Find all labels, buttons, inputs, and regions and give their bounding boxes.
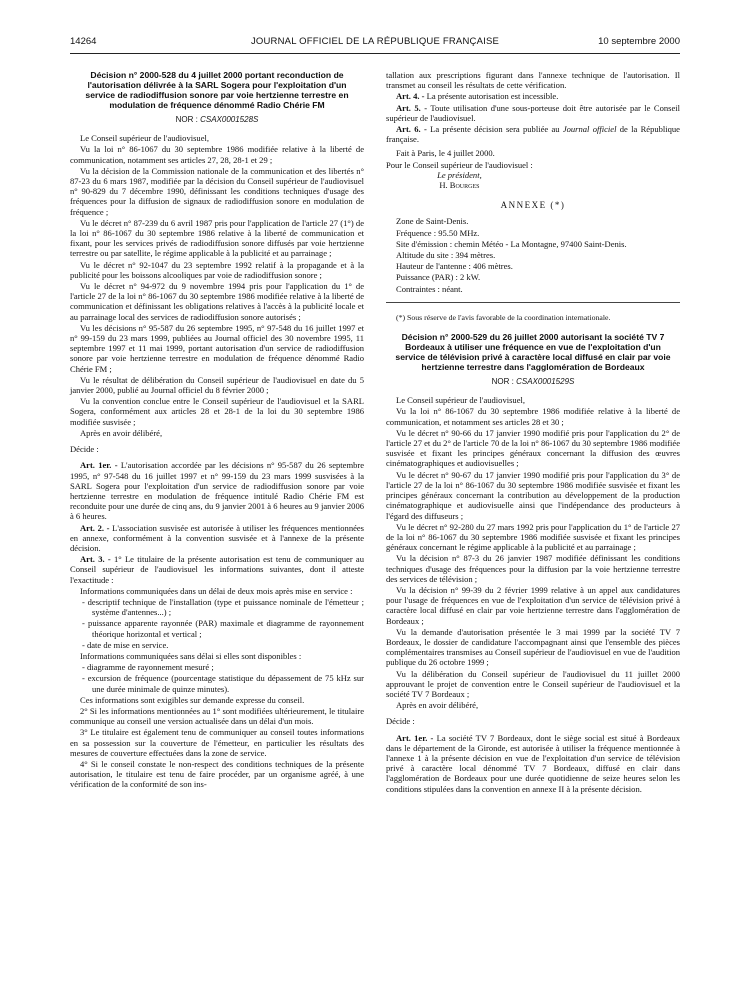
recital-paragraph: Vu la convention conclue entre le Conseil supérieur de l'audiovisuel et la SARL Sogera, conformément aux articles 28 et 28-1 de la loi du 30 septembre 1986 modifiée susvisée ; — [70, 396, 364, 427]
decision1-continuation: tallation aux prescriptions figurant dans l'annexe technique de l'autorisation. Il transmet au conseil les résultats de cette vérification. — [386, 70, 680, 91]
recital-paragraph: Vu le décret n° 92-280 du 27 mars 1992 pris pour l'application du 1° de l'article 27 de la loi n° 86-1067 du 30 septembre 1986 modifiée susvisée et fixant les principes généraux concernant le régime applicable à la publicité et au parrainage ; — [386, 521, 680, 553]
recital-paragraph: Vu la décision n° 99-39 du 2 février 1999 relative à un appel aux candidatures pour l'usage de fréquences en vue de l'exploitation d'un service de télévision privé à caractère local diffusé en clair par voie hertzienne terrestre dans l'agglomération de Bordeaux ; — [386, 584, 680, 626]
annexe-line: Hauteur de l'antenne : 406 mètres. — [396, 261, 513, 272]
decision1-title: Décision n° 2000-528 du 4 juillet 2000 portant reconduction de l'autorisation délivrée à la SARL Sogera pour l'exploitation d'un service de radiodiffusion sonore par voie hertzienne terrestre en modulation de fréquence dénommé Radio Chérie FM — [85, 70, 349, 110]
annexe-title: ANNEXE (*) — [500, 200, 566, 211]
recital-paragraph: Après en avoir délibéré, — [396, 700, 479, 711]
recital-paragraph: Vu la décision de la Commission nationale de la communication et des libertés n° 87-23 du 6 mars 1987, modifiée par la décision du Conseil supérieur de l'audiovisuel n° 90-829 du 7 décembre 1990, définissant les conditions techniques d'usage des fréquences pour la diffusion de signaux de radiodiffusion sonore en modulation de fréquence ; — [70, 165, 364, 217]
sign-role: Le président, — [437, 169, 482, 180]
recital-paragraph: Vu le décret n° 94-972 du 9 novembre 1994 pris pour l'application du 1° de l'article 27 de la loi n° 86-1067 du 30 septembre 1986 modifiée relative à la liberté de communication et définissant les obligations relatives à l'accès à la publicité locale et au parrainage local des services de radiodiffusion sonore autorisés ; — [70, 281, 364, 322]
art-label: Art. 5. - — [396, 102, 428, 113]
art-label: Art. 2. - — [80, 522, 110, 533]
decision1-nor — [70, 115, 364, 125]
body-paragraph: Ces informations sont exigibles sur demande expresse du conseil. — [80, 694, 305, 705]
decision1-art2 — [70, 523, 364, 554]
signature-block — [386, 160, 680, 191]
right-column — [386, 70, 680, 795]
art-text: La société TV 7 Bordeaux, dont le siège social est situé à Bordeaux dans le département de la Gironde, est autorisée à utiliser la fréquence mentionnée à l'annexe 1 à la présente décision en vue de l'exploitation d'un service de télévision privé à caractère local dénommé TV 7 Bordeaux, diffusé en clair dans l'agglomération de Bordeaux pour une durée quotidienne de seize heures selon les conditions stipulées dans la convention en annexe II à la présente décision. — [386, 732, 681, 794]
list-item: - descriptif technique de l'installation (type et puissance nominale de l'émetteur ; système d'antennes...) ; — [82, 596, 364, 618]
nor-code: CSAX0001528S — [200, 115, 259, 124]
decision2-nor — [386, 377, 680, 387]
list-item: - date de mise en service. — [82, 639, 169, 650]
recital-paragraph: Vu la délibération du Conseil supérieur de l'audiovisuel du 11 juillet 2000 approuvant le projet de convention entre le Conseil supérieur de l'audiovisuel et la société TV 7 Bordeaux ; — [386, 668, 680, 699]
decision2-recitals — [386, 395, 680, 710]
art-label: Art. 1er. - — [80, 460, 118, 471]
art-text: La présente autorisation est incessible. — [426, 91, 559, 102]
art-text: L'association susvisée est autorisée à utiliser les fréquences mentionnées en annexe, conformément à la convention susvisée et à l'annexe de la présente décision. — [70, 522, 364, 553]
recital-paragraph: Vu la décision n° 87-3 du 26 janvier 1987 modifiée définissant les conditions techniques d'usage des fréquences pour la diffusion par la voie hertzienne terrestre des services de télévision ; — [386, 553, 680, 584]
art-label: Art. 1er. - — [396, 732, 434, 743]
recital-paragraph: Vu le décret n° 87-239 du 6 avril 1987 pris pour l'application de l'article 27 (1°) de la loi n° 86-1067 du 30 septembre 1986 relative à la liberté de communication et fixant, pour les services privés de radiodiffusion sonore diffusés par voie hertzienne terrestre ou par satellite, le régime applicable à la publicité et au parrainage ; — [70, 217, 364, 259]
decision2-decide: Décide : — [386, 716, 415, 727]
page-header — [70, 36, 680, 52]
decision2-title: Décision n° 2000-529 du 26 juillet 2000 autorisant la société TV 7 Bordeaux à utiliser une fréquence en vue de l'exploitation d'un service de télévision privé à caractère local diffusé en clair par voie hertzienne terrestre dans l'agglomération de Bordeaux — [395, 332, 671, 373]
recital-paragraph: Vu les décisions n° 95-587 du 26 septembre 1995, n° 97-548 du 16 juillet 1997 et n° 99-159 du 23 mars 1999, publiées au Journal officiel des 30 novembre 1995, 11 septembre 1997 et 11 mai 1999, portant autorisation d'un service de radiodiffusion sonore par voie hertzienne terrestre en modulation de fréquence dénommé Radio Chérie FM ; — [70, 322, 364, 374]
journal-officiel-ref: Journal officiel — [562, 124, 617, 135]
art-text: L'autorisation accordée par les décisions n° 95-587 du 26 septembre 1995, n° 97-548 du 16 juillet 1997 et n° 99-159 du 23 mars 1999 susvisées à la SARL Sogera pour l'exploitation d'un service de radiodiffusion sonore par voie hertzienne terrestre en modulation de fréquence intitulé Radio Chérie FM est reconduite pour une durée de cinq ans, du 9 janvier 2001 à 6 heures au 9 janvier 2006 à 6 heures. — [70, 460, 365, 522]
art-text: de la République française. — [386, 124, 680, 145]
recital-paragraph: Le Conseil supérieur de l'audiovisuel, — [396, 395, 526, 406]
decision1-art3 — [70, 554, 364, 585]
decision2-art1 — [386, 733, 680, 794]
decision1-art1 — [70, 460, 364, 521]
list-item: - puissance apparente rayonnée (PAR) maximale et diagramme de rayonnement théorique horizontal et vertical ; — [82, 618, 364, 639]
body-paragraph: 3° Le titulaire est également tenu de communiquer au conseil toutes informations en sa possession sur la couverture de l'émetteur, en particulier les résultats des mesures de couverture effectuées dans la zone de service. — [70, 727, 364, 758]
nor-label: NOR : — [491, 377, 514, 387]
annexe-line: Puissance (PAR) : 2 kW. — [396, 272, 481, 283]
decision1-art5 — [386, 103, 680, 123]
recital-paragraph: Vu le décret n° 92-1047 du 23 septembre 1992 relatif à la propagande et à la publicité pour les boissons alcooliques par voie de radiodiffusion sonore ; — [70, 259, 364, 280]
art-label: Art. 4. - — [396, 91, 425, 102]
annexe-lines — [386, 216, 680, 293]
recital-paragraph: Vu la loi n° 86-1067 du 30 septembre 1986 modifiée relative à la liberté de communication, notamment ses articles 27, 28, 28-1 et 29 ; — [70, 144, 364, 165]
header-rule — [70, 53, 680, 54]
annexe-line: Site d'émission : chemin Météo - La Montagne, 97400 Saint-Denis. — [396, 238, 627, 249]
nor-label: NOR : — [175, 115, 198, 124]
art-text: 1° Le titulaire de la présente autorisation est tenu de communiquer au Conseil supérieur de l'audiovisuel les informations suivantes, dont il atteste l'exactitude : — [70, 554, 365, 585]
annexe-line: Altitude du site : 394 mètres. — [396, 250, 496, 261]
recital-paragraph: Le Conseil supérieur de l'audiovisuel, — [80, 133, 210, 144]
annexe-footnote: (*) Sous réserve de l'avis favorable de la coordination internationale. — [396, 312, 611, 322]
recital-paragraph: Vu la demande d'autorisation présentée le 3 mai 1999 par la société TV 7 Bordeaux, le dossier de candidature l'accompagnant ainsi que l'ensemble des pièces complémentaires transmises au Conseil supérieur de l'audiovisuel en vue de l'audition publique du 26 octobre 1999 ; — [386, 626, 680, 668]
body-paragraph: 4° Si le conseil constate le non-respect des conditions techniques de la présente autorisation, le titulaire est tenu de faire procéder, par un organisme agréé, à une vérification de la conformité de son ins- — [70, 758, 364, 790]
done-at: Fait à Paris, le 4 juillet 2000. — [396, 148, 495, 159]
art-label: Art. 6. - — [396, 124, 427, 135]
journal-title: JOURNAL OFFICIEL DE LA RÉPUBLIQUE FRANÇAISE — [250, 36, 500, 47]
info-list-1 — [70, 597, 364, 650]
nor-code: CSAX0001529S — [516, 377, 575, 387]
recital-paragraph: Vu la loi n° 86-1067 du 30 septembre 1986 modifiée relative à la liberté de communication, et notamment ses articles 28 et 30 ; — [386, 406, 680, 427]
left-column — [70, 70, 364, 791]
body-paragraph: 2° Si les informations mentionnées au 1° sont modifiées ultérieurement, le titulaire communique au conseil une version actualisée dans un délai d'un mois. — [70, 705, 364, 727]
decision1-recitals — [70, 133, 364, 438]
list-item: - excursion de fréquence (pourcentage statistique du dépassement de 75 kHz sur une durée minimale de quinze minutes). — [82, 673, 364, 694]
list-item: - diagramme de rayonnement mesuré ; — [82, 662, 214, 673]
annexe-line: Zone de Saint-Denis. — [396, 216, 469, 227]
annexe-divider — [386, 302, 680, 303]
art-text: La présente décision sera publiée au — [430, 124, 560, 135]
info-heading: Informations communiquées dans un délai de deux mois après mise en service : — [80, 585, 353, 596]
issue-date: 10 septembre 2000 — [598, 36, 680, 47]
recital-paragraph: Après en avoir délibéré, — [80, 427, 163, 438]
art-label: Art. 3. - — [80, 554, 111, 565]
sign-for: Pour le Conseil supérieur de l'audiovisuel : — [386, 159, 533, 170]
sign-name: H. Bourges — [439, 180, 480, 191]
recital-paragraph: Vu le décret n° 90-66 du 17 janvier 1990 modifié pris pour l'application du 2° de l'article 27 et du 2° de l'article 70 de la loi n° 86-1067 du 30 septembre 1986 modifiée susvisée et fixant les principes généraux concernant la diffusion des œuvres cinématographiques et audiovisuelles ; — [386, 427, 680, 469]
info-heading: Informations communiquées sans délai si elles sont disponibles : — [80, 650, 302, 661]
page-number: 14264 — [70, 36, 97, 47]
decision1-art4 — [386, 91, 680, 101]
annexe-line: Fréquence : 95.50 MHz. — [396, 227, 480, 238]
decision1-decide: Décide : — [70, 444, 99, 455]
recital-paragraph: Vu le décret n° 90-67 du 17 janvier 1990 modifié pris pour l'application du 3° de l'article 27 de la loi n° 86-1067 du 30 septembre 1986 modifiée susvisée et fixant les principes généraux concernant la contribution au développement de la production cinématographique et audiovisuelle ainsi que l'indépendance des producteurs à l'égard des diffuseurs ; — [386, 469, 680, 521]
decision1-art6 — [386, 124, 680, 144]
recital-paragraph: Vu le résultat de délibération du Conseil supérieur de l'audiovisuel en date du 5 janvier 2000, publié au Journal officiel du 8 février 2000 ; — [70, 374, 364, 396]
info-list-2 — [70, 662, 364, 694]
annexe-line: Contraintes : néant. — [396, 283, 463, 294]
decision1-art3-continued — [70, 695, 364, 790]
art-text: Toute utilisation d'une sous-porteuse doit être autorisée par le Conseil supérieur de l'audiovisuel. — [386, 102, 681, 123]
